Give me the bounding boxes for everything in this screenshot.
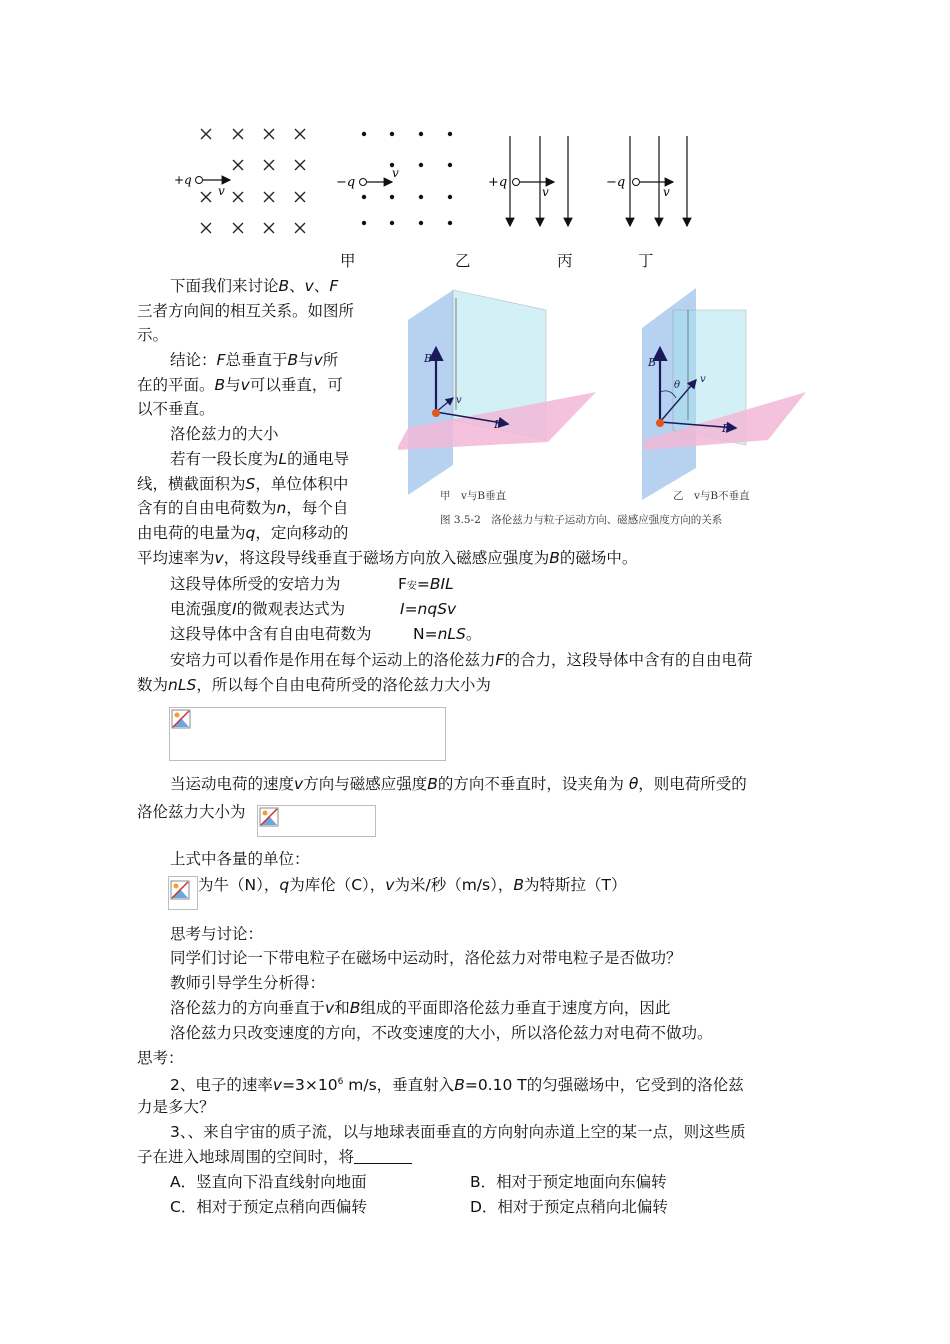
field-dot: [362, 221, 366, 225]
svg-text:v: v: [663, 185, 670, 199]
para-4-line-2: 数为nLS，所以每个自由电荷所受的洛伦兹力大小为: [137, 676, 491, 694]
field-dot: [419, 132, 423, 136]
charge-dot: [432, 409, 440, 417]
broken-image-icon: [170, 880, 190, 900]
discussion-line-4: 洛伦兹力只改变速度的方向，不改变速度的大小，所以洛伦兹力对电荷不做功。: [170, 1024, 713, 1042]
formula-charges: N=nLS。: [413, 625, 482, 643]
caption-left: 甲 v与B垂直: [440, 490, 507, 502]
units-heading: 上式中各量的单位：: [170, 850, 310, 868]
label-bing: 丙: [557, 252, 573, 270]
diagram-yi-charge: [336, 166, 399, 190]
formula-line-2: 电流强度I的微观表达式为: [170, 600, 346, 618]
diagram-bing-charge: [488, 175, 554, 199]
para-1-line-2: 三者方向间的相互关系。如图所: [137, 302, 355, 320]
svg-text:B: B: [424, 352, 433, 365]
conclusion-line-2: 在的平面。B与v可以垂直，可: [137, 376, 343, 394]
formula-image-placeholder: [169, 707, 446, 761]
diagram-ding-charge: [606, 175, 673, 199]
caption-right: 乙 v与B不垂直: [673, 490, 750, 502]
section-heading-size: 洛伦兹力的大小: [170, 425, 279, 443]
svg-text:F: F: [494, 418, 502, 431]
question-2-line-2: 力是多大？: [137, 1098, 215, 1116]
field-dot: [419, 221, 423, 225]
units-line: 为牛（N），q为库伦（C），v为米/秒（m/s），B为特斯拉（T）: [198, 876, 627, 894]
formula-line-1: 这段导体所受的安培力为: [170, 575, 341, 593]
broken-image-icon: [259, 807, 279, 827]
figure-3-5-2: [398, 280, 818, 530]
formula-line-3: 这段导体中含有自由电荷数为: [170, 625, 372, 643]
blue-plane: [408, 290, 453, 495]
svg-text:F: F: [722, 422, 730, 435]
label-yi: 乙: [455, 252, 471, 270]
svg-text:v: v: [392, 166, 399, 180]
label-ding: 丁: [638, 252, 654, 270]
svg-text:v: v: [456, 395, 462, 406]
question-2-line-1: 2、电子的速率$v=3\times 10^6$ m/s，垂直射入B=0.10 T的匀强磁场中，它受到的洛伦兹: [170, 1076, 744, 1095]
svg-text:v: v: [218, 184, 225, 198]
field-dot: [448, 221, 452, 225]
para-3-line-1: 若有一段长度为L的通电导: [170, 450, 350, 468]
para-3-line-4: 由电荷的电量为q，定向移动的: [137, 524, 349, 542]
para-4-line-1: 安培力可以看作是作用在每个运动上的洛伦兹力F的合力，这段导体中含有的自由电荷: [170, 651, 753, 669]
field-dot: [390, 221, 394, 225]
broken-image-icon: [171, 709, 191, 729]
field-dot: [362, 132, 366, 136]
para-3-line-5: 平均速率为v，将这段导线垂直于磁场方向放入磁感应强度为B的磁场中。: [137, 549, 638, 567]
option-d: D．相对于预定点稍向北偏转: [470, 1198, 668, 1216]
figure-right: [642, 288, 806, 500]
svg-text:v: v: [700, 374, 706, 385]
field-dot: [390, 195, 394, 199]
svg-text:θ: θ: [674, 380, 681, 391]
figure-title: 图 3.5-2 洛伦兹力与粒子运动方向、磁感应强度方向的关系: [440, 514, 723, 526]
charge-label-yi: −q: [336, 175, 356, 190]
discussion-line-2: 教师引导学生分析得：: [170, 974, 326, 992]
discussion-line-1: 同学们讨论一下带电粒子在磁场中运动时，洛伦兹力对带电粒子是否做功？: [170, 949, 682, 967]
para-5-line-2: 洛伦兹力大小为: [137, 803, 246, 821]
charge-label-bing: +q: [488, 175, 508, 190]
discussion-line-3: 洛伦兹力的方向垂直于v和B组成的平面即洛伦兹力垂直于速度方向，因此: [170, 999, 671, 1017]
para-5-line-1: 当运动电荷的速度v方向与磁感应强度B的方向不垂直时，设夹角为 θ，则电荷所受的: [170, 775, 747, 793]
conclusion-line-1: 结论：F总垂直于B与v所: [170, 351, 339, 369]
formula-current: I=nqSv: [400, 600, 457, 618]
diagram-yi: [362, 132, 452, 225]
think-heading: 思考：: [137, 1049, 184, 1067]
para-3-line-3: 含有的自由电荷数为n，每个自: [137, 499, 349, 517]
svg-text:v: v: [542, 185, 549, 199]
diagram-bing: [510, 136, 568, 226]
field-dot: [419, 163, 423, 167]
conclusion-line-3: 以不垂直。: [137, 400, 215, 418]
field-dot: [390, 132, 394, 136]
field-diagrams: [170, 118, 710, 278]
field-dot: [419, 195, 423, 199]
field-dot: [448, 163, 452, 167]
charge-label-ding: −q: [606, 175, 626, 190]
option-b: B．相对于预定地面向东偏转: [470, 1173, 667, 1191]
question-3-line-2: 子在进入地球周围的空间时，将: [137, 1146, 412, 1168]
diagram-jia-charge: [174, 173, 230, 198]
field-dot: [448, 132, 452, 136]
question-3-line-1: 3、、来自宇宙的质子流，以与地球表面垂直的方向射向赤道上空的某一点，则这些质: [170, 1123, 746, 1141]
para-3-line-2: 线，横截面积为S，单位体积中: [137, 475, 349, 493]
svg-text:B: B: [648, 356, 657, 369]
charge-label-jia: +q: [174, 173, 192, 187]
para-1-line-3: 示。: [137, 326, 169, 344]
formula-ampere: F安=BIL: [398, 575, 454, 593]
option-a: A．竖直向下沿直线射向地面: [170, 1173, 367, 1191]
label-jia: 甲: [340, 252, 356, 270]
answer-blank[interactable]: [354, 1147, 412, 1164]
field-dot: [448, 195, 452, 199]
discussion-heading: 思考与讨论：: [170, 925, 264, 943]
figure-left: [398, 290, 596, 495]
para-1-line-1: 下面我们来讨论B、v、F: [170, 277, 339, 295]
field-dot: [362, 195, 366, 199]
diagram-ding: [630, 136, 687, 226]
diagram-jia: [201, 129, 305, 233]
option-c: C．相对于预定点稍向西偏转: [170, 1198, 367, 1216]
